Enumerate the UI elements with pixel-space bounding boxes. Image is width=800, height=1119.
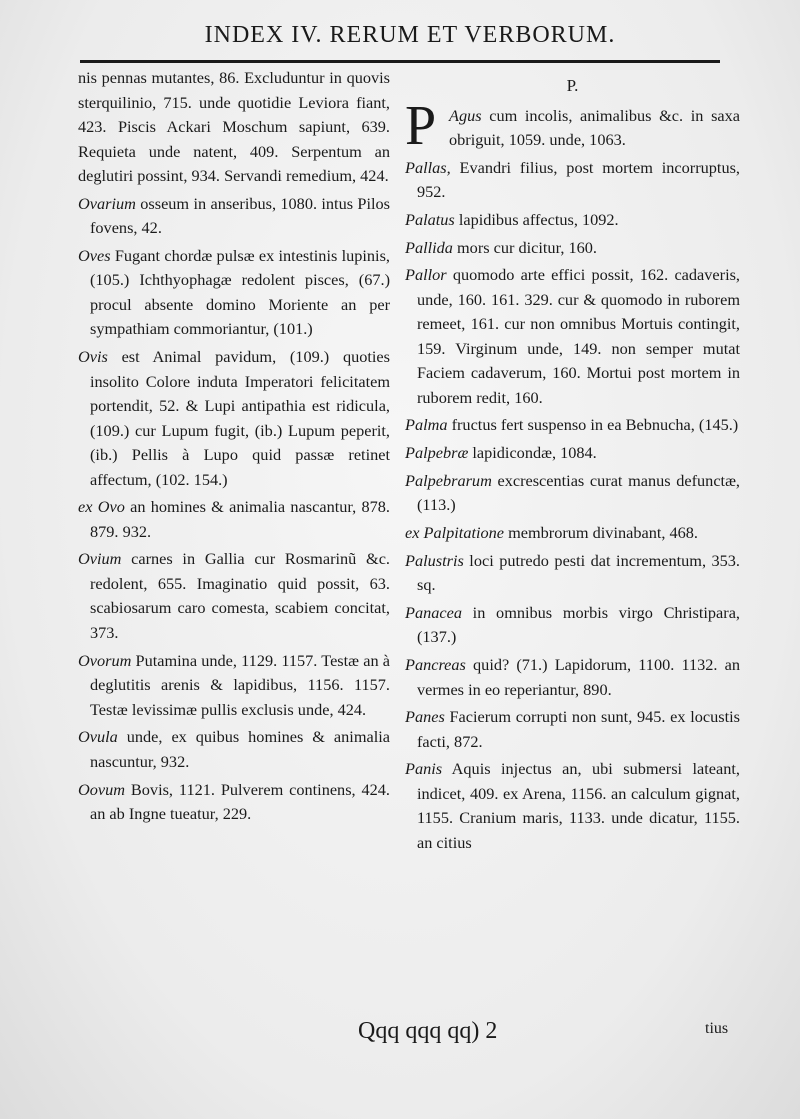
- section-letter: P.: [566, 76, 579, 95]
- entry-text: Fugant chordæ pulsæ ex intestinis lupinis, (105.) Ichthyophagæ redolent pisces, (67.) procul absente domino Moriente an per sympathiam commoriantur, (101.): [90, 245, 390, 339]
- entry-headword: Panes: [405, 707, 445, 727]
- entry-text: membrorum divinabant, 468.: [504, 523, 698, 542]
- index-entry: [78, 66, 390, 189]
- entry-text: loci putredo pesti dat incrementum, 353. sq.: [417, 550, 740, 595]
- page-header: INDEX IV. RERUM ET VERBORUM.: [204, 22, 616, 48]
- entry-headword: Ovarium: [78, 193, 136, 213]
- index-entry: [405, 156, 740, 205]
- entry-text: osseum in anseribus, 1080. intus Pilos fovens, 42.: [90, 193, 390, 238]
- entry-text: Aquis injectus an, ubi submersi lateant, indicet, 409. ex Arena, 1156. an calculum gignat, 1155. Cranium maris, 1133. unde dicatur, 1155. an citius: [417, 759, 740, 852]
- entry-text: carnes in Gallia cur Rosmarinũ &c. redolent, 655. Imaginatio quid possit, 63. scabiosarum caro comesta, scabiem concitat, 373.: [90, 549, 390, 642]
- entry-headword: Oovum: [78, 779, 126, 799]
- entry-text: lapidicondæ, 1084.: [468, 443, 597, 463]
- index-entry: [405, 263, 740, 410]
- index-entry: [405, 549, 740, 598]
- index-entry: [405, 94, 740, 157]
- entry-text: lapidibus affectus, 1092.: [454, 209, 619, 229]
- catchword: tius: [705, 1020, 729, 1037]
- entry-headword: Pancreas: [405, 655, 466, 675]
- entry-headword: Palma: [405, 415, 448, 435]
- entry-text: fructus fert suspenso in ea Bebnucha, (145.): [447, 415, 739, 435]
- entry-text: mors cur dicitur, 160.: [452, 237, 597, 257]
- index-entry: [405, 601, 740, 650]
- entry-text: nis pennas mutantes, 86. Excluduntur in quovis sterquilinio, 715. unde quotidie Leviora fiant, 423. Piscis Ackari Moschum sapiunt, 639. Requieta unde natent, 409. Serpentum an deglutiri possint, 934. Servandi remedium, 424.: [78, 68, 390, 185]
- index-entry: [405, 521, 740, 546]
- right-column: [405, 66, 740, 859]
- entry-headword: Panacea: [405, 602, 462, 622]
- index-entry: [405, 236, 740, 261]
- left-column: [78, 66, 390, 830]
- index-entry: [405, 705, 740, 754]
- entry-headword: Ovorum: [78, 650, 132, 670]
- index-entry: [78, 495, 390, 544]
- index-entry: [405, 441, 740, 466]
- signature-mark: Qqq qqq qq) 2: [358, 1018, 498, 1044]
- index-entry: [78, 192, 390, 241]
- index-entry: [405, 653, 740, 702]
- entry-headword: Panis: [405, 759, 443, 779]
- entry-text: Bovis, 1121. Pulverem continens, 424. an ab Ingne tueatur, 229.: [90, 779, 390, 823]
- drop-cap: P: [405, 94, 437, 157]
- index-entry: [78, 547, 390, 645]
- index-entry: [405, 208, 740, 233]
- index-entry: [78, 345, 390, 492]
- entry-text: an homines & animalia nascantur, 878. 879. 932.: [90, 497, 390, 541]
- entry-headword: Palustris: [405, 550, 464, 570]
- entry-headword: ex Ovo: [78, 497, 125, 517]
- index-entry: [405, 413, 740, 438]
- entry-text: Facierum corrupti non sunt, 945. ex locustis facti, 872.: [417, 707, 740, 751]
- index-entry: [78, 649, 390, 723]
- entry-headword: Ovula: [78, 727, 118, 747]
- header-rule: [80, 60, 720, 63]
- index-entry: [405, 469, 740, 518]
- index-entry: [78, 244, 390, 342]
- entry-text: in omnibus morbis virgo Christipara, (137.): [417, 602, 740, 647]
- entry-text: Putamina unde, 1129. 1157. Testæ an à deglutitis arenis & lapidibus, 1156. 1157. Testæ levissimæ pullis exclusis unde, 424.: [90, 650, 390, 719]
- index-entry: [405, 757, 740, 855]
- right-entries: [405, 156, 740, 856]
- entry-text: unde, ex quibus homines & animalia nascuntur, 932.: [90, 727, 390, 771]
- index-entry: [78, 778, 390, 827]
- entry-headword: Ovis: [78, 347, 108, 367]
- entry-headword: Pallida: [405, 237, 453, 257]
- entry-text: est Animal pavidum, (109.) quoties insolito Colore induta Imperatori felicitatem portendit, 52. & Lupi antipathia est ridicula, (109.) cur Lupum fugit, (ib.) Lupum peperit, (ib.) Pellis à Lupo quid passæ retinet affectum, (102. 154.): [90, 347, 390, 489]
- entry-headword: Pallor: [405, 265, 447, 285]
- entry-headword: Agus: [449, 105, 482, 125]
- entry-text: excrescentias curat manus defunctæ, (113.): [417, 470, 740, 515]
- entry-headword: Pallas,: [405, 157, 451, 177]
- entry-headword: Palpebrarum: [405, 470, 492, 490]
- entry-headword: Ovium: [78, 549, 122, 569]
- entry-headword: Palatus: [405, 209, 455, 229]
- entry-headword: ex Palpitatione: [405, 523, 505, 542]
- entry-text: Evandri filius, post mortem incorruptus, 952.: [417, 157, 740, 202]
- index-entry: [78, 725, 390, 774]
- entry-text: quomodo arte effici possit, 162. cadaveris, unde, 160. 161. 329. cur & quomodo in ruborem remeet, 161. cur non omnibus Mortuis contingit, 159. Virginum unde, 149. non semper mutat Faciem cadaverum, 160. Mortui post mortem in ruborem redit, 160.: [417, 265, 740, 407]
- entry-headword: Oves: [78, 245, 111, 265]
- entry-text: quid? (71.) Lapidorum, 1100. 1132. an vermes in eo reperiantur, 890.: [417, 655, 740, 699]
- entry-text: cum incolis, animalibus &c. in saxa obriguit, 1059. unde, 1063.: [449, 105, 740, 149]
- entry-headword: Palpebræ: [405, 443, 469, 463]
